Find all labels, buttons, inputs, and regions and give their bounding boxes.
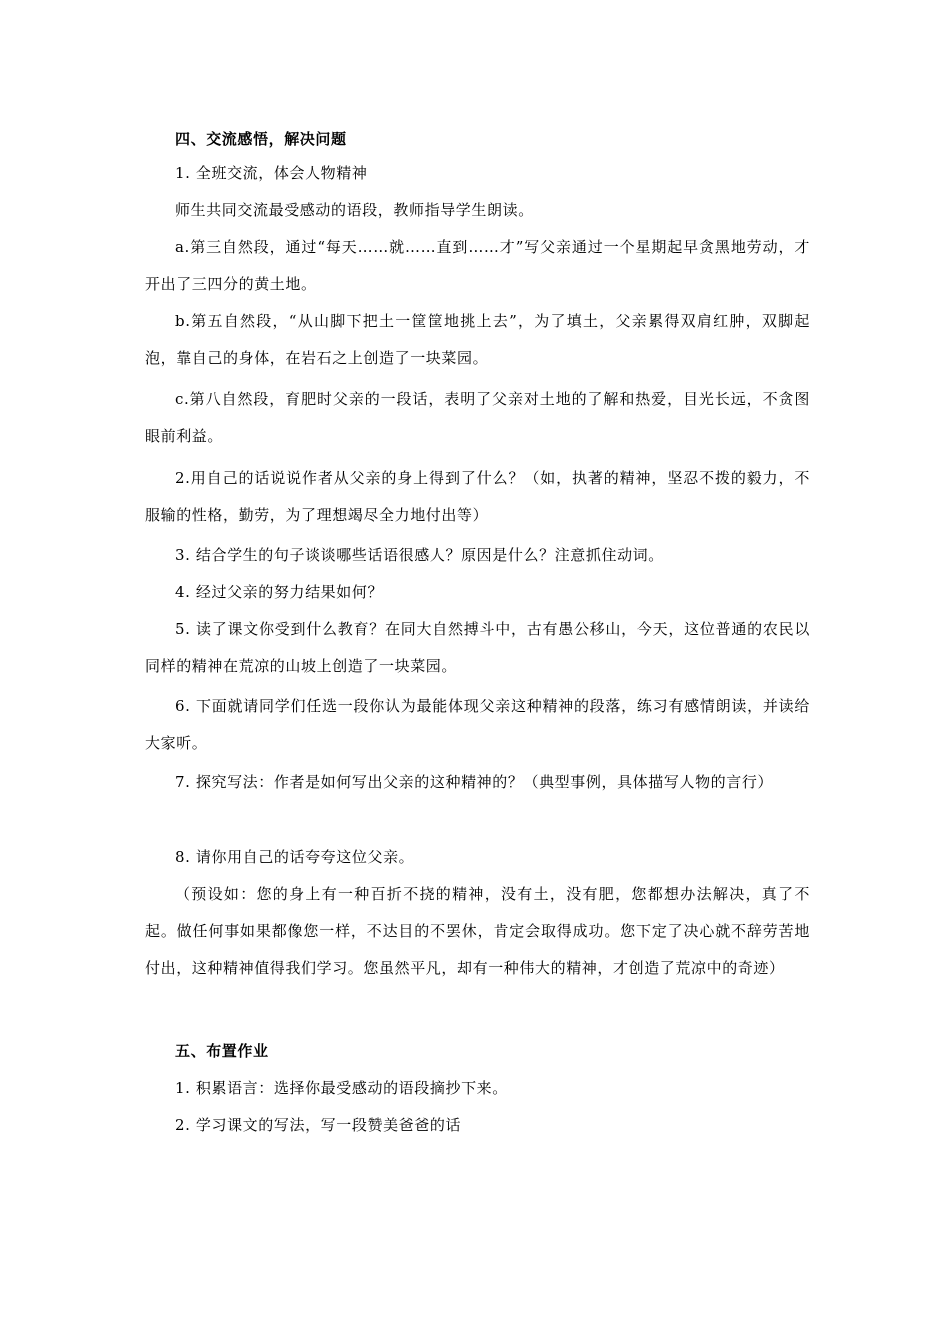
paragraph-5-item-2: 2. 学习课文的写法，写一段赞美爸爸的话 [175,1116,462,1134]
section-heading-5: 五、布置作业 [175,1042,269,1060]
paragraph-4-item-4: 4. 经过父亲的努力结果如何？ [175,583,384,601]
paragraph-4-item-7: 7. 探究写法：作者是如何写出父亲的这种精神的？（典型事例，具体描写人物的言行） [175,773,774,791]
paragraph-4-c: c.第八自然段，育肥时父亲的一段话，表明了父亲对土地的了解和热爱，目光长远，不贪图眼前利益。 [145,390,810,445]
section-heading-4: 四、交流感悟，解决问题 [175,130,347,148]
paragraph-5-item-1: 1. 积累语言：选择你最受感动的语段摘抄下来。 [175,1079,508,1097]
paragraph-4-item-6: 6. 下面就请同学们任选一段你认为最能体现父亲这种精神的段落，练习有感情朗读，并读给大家听。 [145,697,810,752]
paragraph-4-1: 1. 全班交流，体会人物精神 [175,164,368,182]
paragraph-4-item-5: 5. 读了课文你受到什么教育？在同大自然搏斗中，古有愚公移山，今天，这位普通的农民以同样的精神在荒凉的山坡上创造了一块菜园。 [145,620,810,675]
paragraph-4-preset: （预设如：您的身上有一种百折不挠的精神，没有土，没有肥，您都想办法解决，真了不起。做任何事如果都像您一样，不达目的不罢休，肯定会取得成功。您下定了决心就不辞劳苦地付出，这种精神值得我们学习。您虽然平凡，却有一种伟大的精神，才创造了荒凉中的奇迹） [145,885,810,977]
paragraph-4-b: b.第五自然段，“从山脚下把土一筐筐地挑上去”，为了填土，父亲累得双肩红肿，双脚起泡，靠自己的身体，在岩石之上创造了一块菜园。 [145,312,810,367]
paragraph-4-item-8: 8. 请你用自己的话夸夸这位父亲。 [175,848,415,866]
paragraph-4-2: 师生共同交流最受感动的语段，教师指导学生朗读。 [175,201,534,219]
paragraph-4-a: a.第三自然段，通过“每天……就……直到……才”写父亲通过一个星期起早贪黑地劳动，才开出了三四分的黄土地。 [145,238,810,293]
paragraph-4-item-2: 2.用自己的话说说作者从父亲的身上得到了什么？（如，执著的精神，坚忍不拨的毅力，不服输的性格，勤劳，为了理想竭尽全力地付出等） [145,469,810,524]
paragraph-4-item-3: 3. 结合学生的句子谈谈哪些话语很感人？原因是什么？注意抓住动词。 [175,546,664,564]
